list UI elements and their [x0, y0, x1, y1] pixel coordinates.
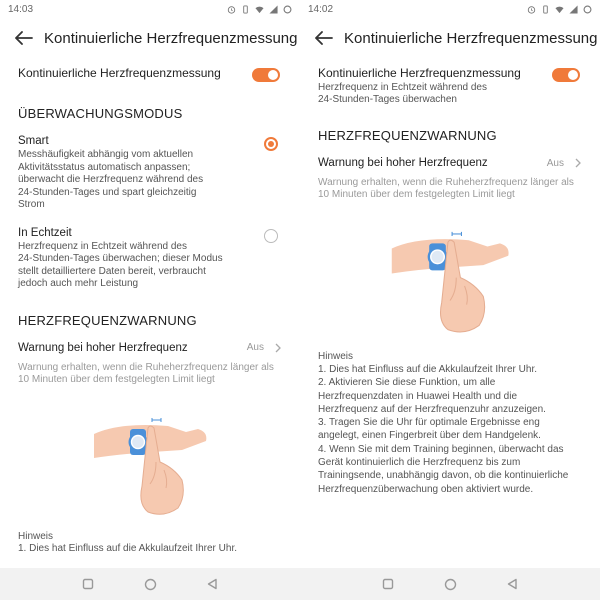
- heart-rate-warning-heading: HERZFREQUENZWARNUNG: [318, 128, 497, 143]
- back-nav-icon[interactable]: [205, 577, 219, 591]
- hint-list: [18, 543, 282, 555]
- alarm-icon: [527, 5, 536, 14]
- option-realtime-desc: Herzfrequenz in Echtzeit während des 24-Stunden-Tages überwachen; dieser Modus stellt detailliertere Daten bereit, verbraucht jedoch auch mehr Leistung: [18, 240, 223, 289]
- chevron-right-icon: [574, 158, 582, 168]
- option-smart-desc: Messhäufigkeit abhängig vom aktuellen Aktivitätsstatus automatisch anpassen; überwacht die Herzfrequenz während des 24-Stunden-Tages und spart gleichzeitig Strom: [18, 149, 204, 210]
- signal-icon: [269, 5, 278, 14]
- wifi-icon: [255, 5, 264, 14]
- signal-icon: [569, 5, 578, 14]
- wifi-icon: [555, 5, 564, 14]
- navigation-bar: [0, 568, 600, 600]
- option-realtime-title: In Echtzeit: [18, 226, 72, 239]
- wrist-illustration: [318, 209, 582, 339]
- heart-rate-warning-heading: HERZFREQUENZWARNUNG: [18, 312, 197, 328]
- alarm-icon: [227, 5, 236, 14]
- high-heart-rate-warning-label: Warnung bei hoher Herzfrequenz: [318, 157, 488, 169]
- right-screen: [300, 0, 600, 568]
- back-arrow-icon[interactable]: [314, 28, 334, 48]
- wrist-illustration: [18, 396, 282, 521]
- high-heart-rate-warning-value: Aus: [246, 342, 264, 353]
- app-bar: [0, 18, 300, 58]
- high-heart-rate-warning-label: Warnung bei hoher Herzfrequenz: [18, 341, 188, 354]
- chevron-right-icon: [274, 343, 282, 353]
- vibrate-icon: [541, 5, 550, 14]
- status-bar: [300, 0, 600, 18]
- monitoring-mode-heading: ÜBERWACHUNGSMODUS: [18, 106, 183, 121]
- home-icon[interactable]: [143, 577, 157, 591]
- battery-icon: [583, 5, 592, 14]
- hint-item: 4. Wenn Sie mit dem Training beginnen, überwacht das Gerät kontinuierlich die Herzfrequenz bis zum Trainingsende, unabhängig davon, ob die kontinuierliche Herzfrequenzüberwachung oben aktiviert wurde.: [318, 443, 569, 495]
- back-nav-icon[interactable]: [505, 577, 519, 591]
- page-title: Kontinuierliche Herzfrequenzmessung: [344, 29, 598, 47]
- high-heart-rate-warning-row[interactable]: [18, 342, 282, 354]
- hint-heading: Hinweis: [18, 530, 54, 542]
- high-heart-rate-warning-desc: Warnung erhalten, wenn die Ruheherzfrequenz länger als 10 Minuten über dem festgelegten Limit liegt: [318, 177, 574, 200]
- continuous-measurement-toggle[interactable]: [252, 68, 280, 82]
- hint-item: 1. Dies hat Einfluss auf die Akkulaufzeit Ihrer Uhr.: [318, 364, 537, 375]
- wrist-watch-illustration: [90, 396, 210, 521]
- hint-item: 2. Aktivieren Sie diese Funktion, um alle Herzfrequenzdaten in Huawei Health und die Herzfrequenz auf der Herzfrequenzuhr anzuzeigen.: [318, 377, 546, 415]
- hint-list: [318, 364, 582, 496]
- continuous-measurement-toggle[interactable]: [552, 68, 580, 82]
- recents-icon[interactable]: [381, 577, 395, 591]
- vibrate-icon: [241, 5, 250, 14]
- left-screen: [0, 0, 300, 568]
- battery-icon: [283, 5, 292, 14]
- continuous-measurement-subtitle: Herzfrequenz in Echtzeit während des 24-Stunden-Tages überwachen: [318, 82, 487, 105]
- high-heart-rate-warning-desc: Warnung erhalten, wenn die Ruheherzfrequenz länger als 10 Minuten über dem festgelegten Limit liegt: [18, 361, 274, 385]
- recents-icon[interactable]: [81, 577, 95, 591]
- radio-smart[interactable]: [264, 137, 278, 151]
- high-heart-rate-warning-value: Aus: [546, 157, 564, 169]
- back-arrow-icon[interactable]: [14, 28, 34, 48]
- home-icon[interactable]: [443, 577, 457, 591]
- app-bar: [300, 18, 600, 58]
- status-bar: [0, 0, 300, 18]
- option-smart-title: Smart: [18, 135, 49, 147]
- hint-item: 3. Tragen Sie die Uhr für optimale Ergebnisse eng angelegt, einen Fingerbreit über dem Handgelenk.: [318, 417, 541, 442]
- page-title: Kontinuierliche Herzfrequenzmessung: [44, 29, 298, 47]
- continuous-measurement-row[interactable]: [318, 66, 582, 106]
- option-smart[interactable]: [18, 135, 282, 212]
- continuous-measurement-row[interactable]: [18, 66, 282, 82]
- option-realtime[interactable]: [18, 227, 282, 291]
- status-time: 14:03: [8, 3, 34, 15]
- radio-realtime[interactable]: [264, 229, 278, 243]
- hint-heading: Hinweis: [318, 351, 354, 362]
- hint-item: 1. Dies hat Einfluss auf die Akkulaufzeit Ihrer Uhr.: [18, 542, 237, 554]
- continuous-measurement-label: Kontinuierliche Herzfrequenzmessung: [318, 66, 521, 80]
- continuous-measurement-label: Kontinuierliche Herzfrequenzmessung: [18, 66, 221, 80]
- high-heart-rate-warning-row[interactable]: [318, 157, 582, 169]
- wrist-watch-illustration: [385, 209, 515, 339]
- status-time: 14:02: [308, 3, 334, 15]
